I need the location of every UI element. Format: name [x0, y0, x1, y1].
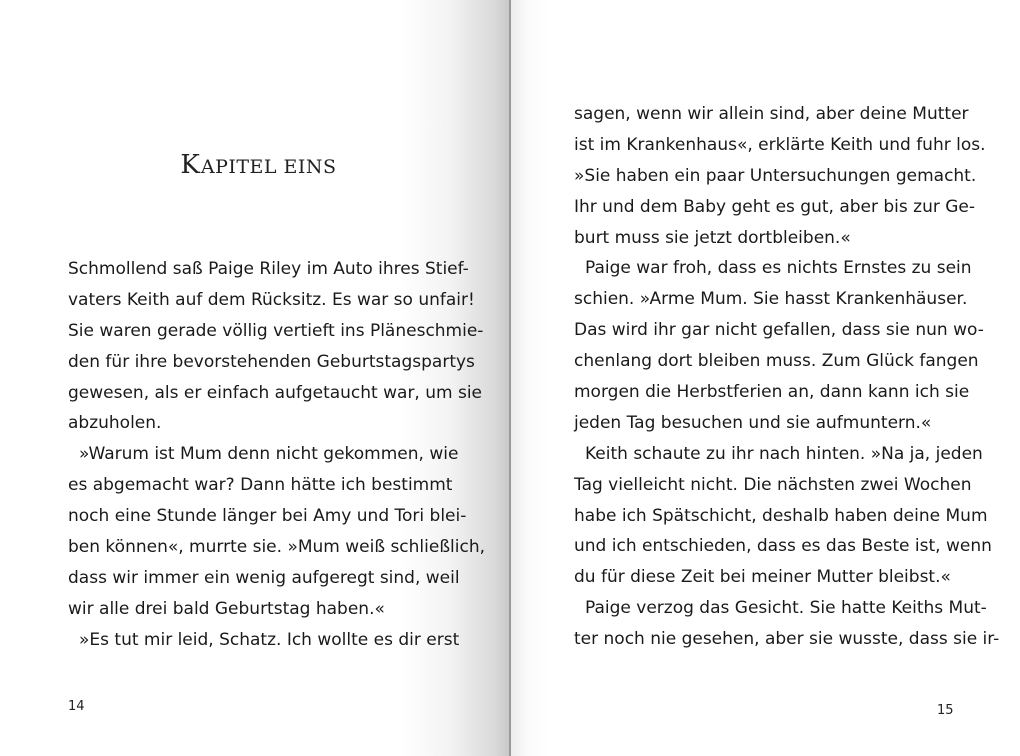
page-number-right: 15: [937, 703, 954, 718]
page-number-left: 14: [68, 699, 85, 714]
chapter-title-rest: APITEL EINS: [200, 156, 337, 178]
text-line: vaters Keith auf dem Rücksitz. Es war so unfair!: [68, 289, 475, 310]
text-line: Paige war froh, dass es nichts Ernstes zu sein: [585, 258, 972, 279]
right-page: [510, 0, 1020, 756]
text-line: wir alle drei bald Geburtstag haben.«: [68, 598, 385, 619]
chapter-title-initial: K: [180, 150, 201, 180]
text-line: du für diese Zeit bei meiner Mutter bleibst.«: [574, 567, 951, 588]
text-line: habe ich Spätschicht, deshalb haben deine Mum: [574, 505, 988, 526]
text-line: gewesen, als er einfach aufgetaucht war, um sie: [68, 382, 483, 403]
left-page-text: [68, 254, 486, 656]
text-line: »Warum ist Mum denn nicht gekommen, wie: [79, 444, 459, 465]
text-line: Keith schaute zu ihr nach hinten. »Na ja, jeden: [585, 443, 983, 464]
text-line: ter noch nie gesehen, aber sie wusste, dass sie ir-: [574, 629, 1000, 650]
text-line: ben können«, murrte sie. »Mum weiß schließlich,: [68, 537, 486, 558]
text-line: den für ihre bevorstehenden Geburtstagspartys: [68, 351, 475, 372]
book-gutter: [509, 0, 511, 756]
text-line: Paige verzog das Gesicht. Sie hatte Keiths Mut-: [585, 598, 987, 619]
text-line: Tag vielleicht nicht. Die nächsten zwei Wochen: [574, 474, 972, 495]
text-line: »Sie haben ein paar Untersuchungen gemacht.: [574, 165, 977, 186]
chapter-title: [0, 150, 510, 180]
text-line: chenlang dort bleiben muss. Zum Glück fangen: [574, 351, 979, 372]
text-line: abzuholen.: [68, 413, 162, 434]
text-line: jeden Tag besuchen und sie aufmuntern.«: [574, 412, 932, 433]
text-line: es abgemacht war? Dann hätte ich bestimmt: [68, 475, 453, 496]
text-line: morgen die Herbstferien an, dann kann ich sie: [574, 382, 970, 403]
text-line: Das wird ihr gar nicht gefallen, dass sie nun wo-: [574, 320, 984, 341]
text-line: Sie waren gerade völlig vertieft ins Pläneschmie-: [68, 320, 484, 341]
text-line: noch eine Stunde länger bei Amy und Tori blei-: [68, 506, 467, 527]
text-line: und ich entschieden, dass es das Beste ist, wenn: [574, 536, 992, 557]
text-line: ist im Krankenhaus«, erklärte Keith und fuhr los.: [574, 134, 986, 155]
text-line: schien. »Arme Mum. Sie hasst Krankenhäuser.: [574, 289, 968, 310]
text-line: burt muss sie jetzt dortbleiben.«: [574, 227, 851, 248]
right-page-text: [574, 99, 1000, 655]
text-line: dass wir immer ein wenig aufgeregt sind, weil: [68, 567, 460, 588]
text-line: Schmollend saß Paige Riley im Auto ihres Stief-: [68, 259, 469, 279]
text-line: sagen, wenn wir allein sind, aber deine Mutter: [574, 104, 969, 124]
text-line: Ihr und dem Baby geht es gut, aber bis zur Ge-: [574, 196, 976, 217]
text-line: »Es tut mir leid, Schatz. Ich wollte es dir erst: [79, 629, 460, 650]
